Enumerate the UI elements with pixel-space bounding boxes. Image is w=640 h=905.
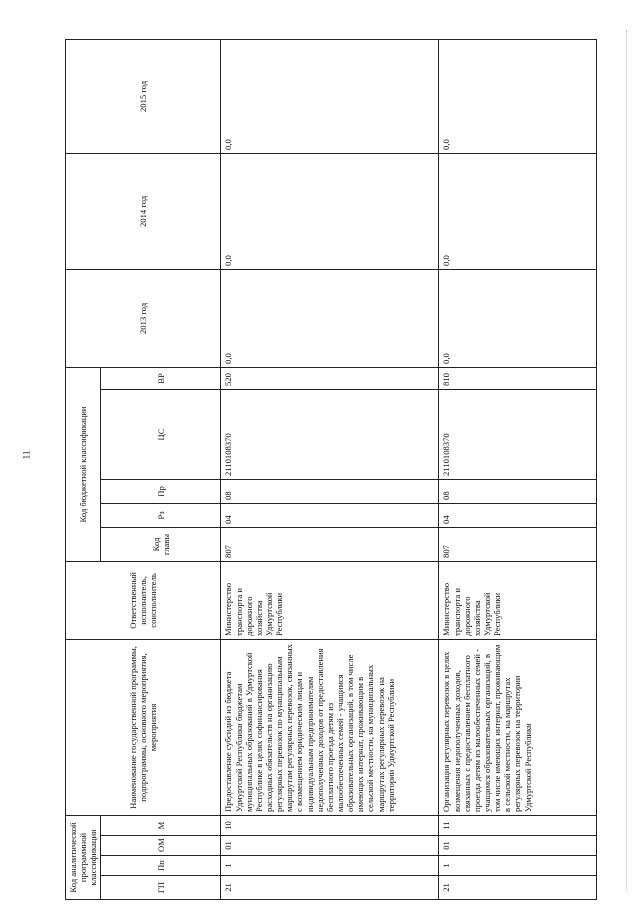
year-2014-header: 2014 год	[66, 153, 221, 269]
executor-cell: Министерство транспорта и дорожного хозяйства Удмуртской Республики	[221, 561, 439, 639]
pp-cell: 1	[439, 856, 597, 876]
header-row-top	[66, 39, 101, 899]
executor-header: Ответственный исполнитель, соисполнитель	[66, 561, 221, 639]
analytic-classification-header: Код аналитической программной классификации	[66, 815, 101, 899]
name-cell: Организация регулярных перевозок в целях возмещения недополученных доходов, связанных с предоставлением бесплатного проезда детям из малообеспеченных семей - учащимся образовательных организаций, в том числе имеющих интернат, проживающим в сельской местности, на маршрутах регулярных перевозок на территории Удмуртской Республики	[439, 639, 597, 815]
cs-cell: 2110108370	[439, 389, 597, 479]
om-header: ОМ	[101, 836, 221, 856]
pp-header: Пп	[101, 856, 221, 876]
rz-cell: 04	[221, 503, 439, 527]
vr-cell: 520	[221, 367, 439, 389]
gp-header: ГП	[101, 876, 221, 900]
budget-classification-header: Код бюджетной классификации	[66, 367, 101, 561]
glava-cell: 807	[439, 527, 597, 561]
name-header: Наименование государственной программы, подпрограммы, основного мероприятия, мероприятия	[66, 639, 221, 815]
rz-cell: 04	[439, 503, 597, 527]
m-cell: 10	[221, 815, 439, 835]
gp-cell: 21	[221, 876, 439, 900]
pp-cell: 1	[221, 856, 439, 876]
pr-header: Пр	[101, 479, 221, 503]
cs-header: ЦС	[101, 389, 221, 479]
pr-cell: 08	[221, 479, 439, 503]
year-2013-cell: 0,0	[221, 269, 439, 367]
om-cell: 01	[439, 836, 597, 856]
page-number: 11	[21, 450, 32, 460]
m-header: М	[101, 815, 221, 835]
year-2015-cell: 0,0	[439, 39, 597, 153]
rz-header: Рз	[101, 503, 221, 527]
vr-cell: 810	[439, 367, 597, 389]
executor-cell: Министерство транспорта и дорожного хозяйства Удмуртской Республики	[439, 561, 597, 639]
name-cell: Предоставление субсидий из бюджета Удмуртской Республики бюджетам муниципальных образований в Удмуртской Республике в целях софинансирования расходных обязательств на организацию регулярных перевозок по муниципальным маршрутам регулярных перевозок, связанных с возмещением юридическим лицам и индивидуальным предпринимателям недополученных доходов от предоставления бесплатного проезда детям из малообеспеченных семей - учащимся образовательных организаций, в том числе имеющих интернат, проживающим в сельской местности, на муниципальных маршрутах регулярных перевозок на территории Удмуртской Республики	[221, 639, 439, 815]
pr-cell: 08	[439, 479, 597, 503]
year-2013-cell: 0,0	[439, 269, 597, 367]
year-2015-cell: 0,0	[221, 39, 439, 153]
scan-edge-line	[626, 30, 628, 890]
table-row	[221, 39, 439, 899]
year-2014-cell: 0,0	[221, 153, 439, 269]
year-2014-cell: 0,0	[439, 153, 597, 269]
rotated-table-wrapper	[65, 60, 579, 900]
glava-cell: 807	[221, 527, 439, 561]
year-2015-header: 2015 год	[66, 39, 221, 153]
om-cell: 01	[221, 836, 439, 856]
cs-cell: 2110108370	[221, 389, 439, 479]
table-row	[439, 39, 597, 899]
budget-table	[65, 39, 597, 900]
m-cell: 11	[439, 815, 597, 835]
glava-header: Код главы	[101, 527, 221, 561]
year-2013-header: 2013 год	[66, 269, 221, 367]
vr-header: ВР	[101, 367, 221, 389]
gp-cell: 21	[439, 876, 597, 900]
